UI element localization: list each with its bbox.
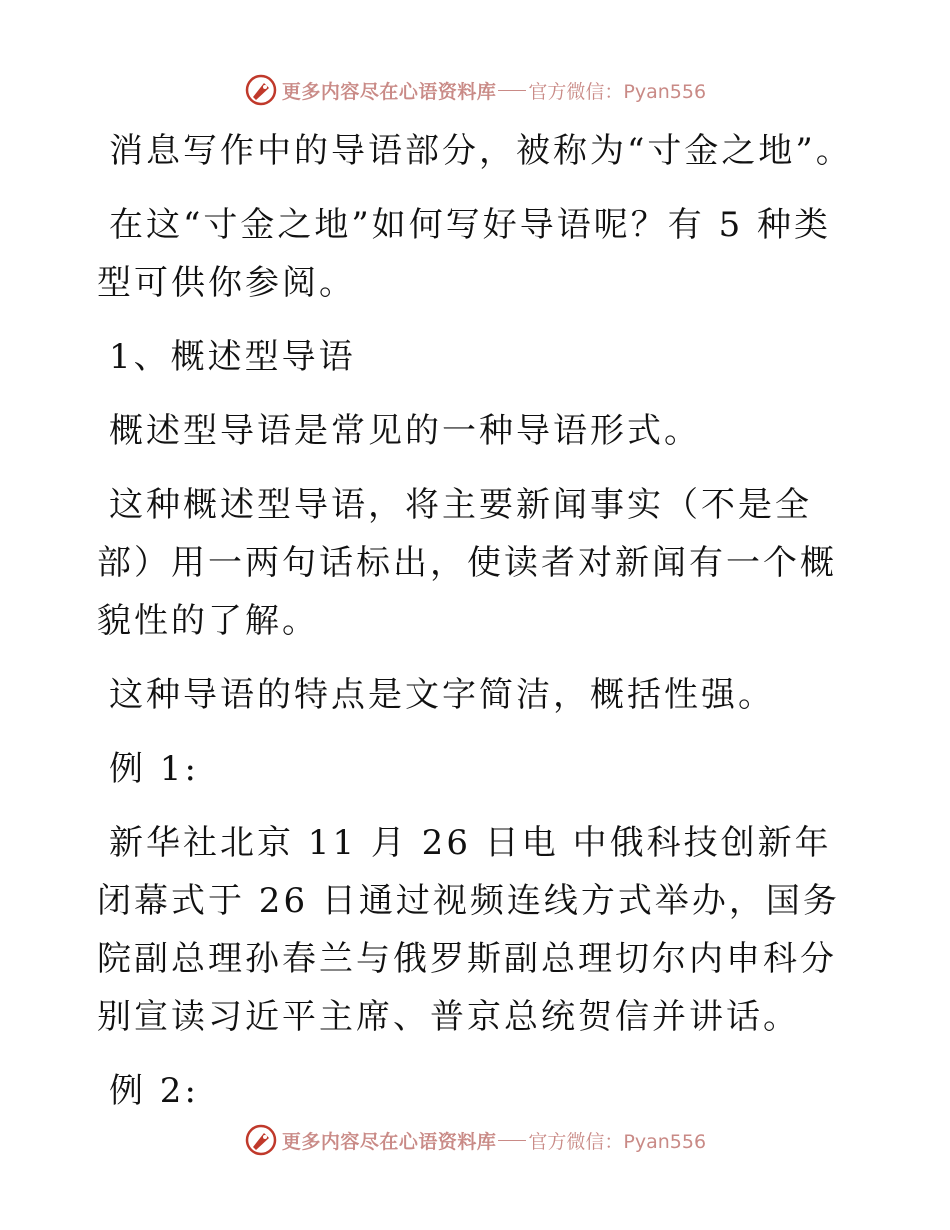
paragraph: 新华社北京 11 月 26 日电 中俄科技创新年闭幕式于 26 日通过视频连线方式举办，国务院副总理孙春兰与俄罗斯副总理切尔内申科分别宣读习近平主席、普京总统贺信并讲话。 — [97, 823, 840, 1037]
header-banner-separator — [498, 90, 526, 91]
header-banner-text: 更多内容尽在心语资料库 — [281, 80, 497, 103]
footer-banner-separator — [498, 1140, 526, 1141]
paragraph: 这种概述型导语，将主要新闻事实（不是全部）用一两句话标出，使读者对新闻有一个概貌性的了解。 — [97, 485, 837, 641]
section-heading: 1、概述型导语 — [109, 337, 356, 377]
footer-banner-text: 更多内容尽在心语资料库 — [281, 1130, 497, 1153]
example-label: 例 2: — [109, 1071, 199, 1111]
pen-nib-logo-icon — [244, 73, 278, 107]
footer-official-account: 官方微信：Pyan556 — [528, 1130, 707, 1153]
document-body — [97, 122, 857, 1136]
pen-nib-logo-icon — [244, 1123, 278, 1157]
paragraph: 在这“寸金之地”如何写好导语呢？有 5 种类型可供你参阅。 — [97, 205, 832, 303]
paragraph: 这种导语的特点是文字简洁，概括性强。 — [109, 675, 775, 715]
paragraph: 概述型导语是常见的一种导语形式。 — [109, 411, 701, 451]
example-label: 例 1: — [109, 749, 199, 789]
header-banner — [0, 70, 950, 110]
header-official-account: 官方微信：Pyan556 — [528, 80, 707, 103]
footer-banner — [0, 1120, 950, 1160]
paragraph: 消息写作中的导语部分，被称为“寸金之地”。 — [109, 131, 853, 171]
